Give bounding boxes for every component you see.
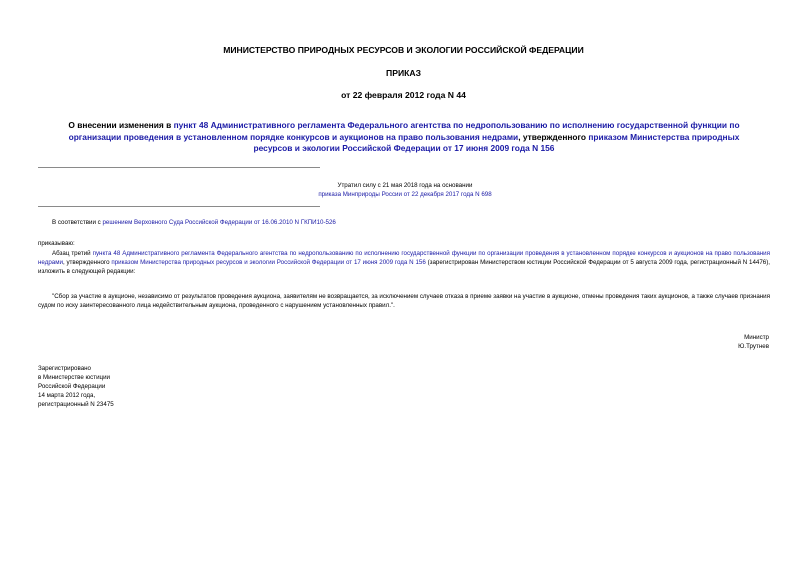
- paragraph-prefix: Абзац третий: [52, 250, 93, 257]
- registration-line: 14 марта 2012 года,: [38, 392, 96, 399]
- title-regulation-link[interactable]: пункт 48 Административного регламента Федерального агентства по недропользованию по исполнению государственной функции по организации проведения в установленном порядке конкурсов и аукционов на право пользования недрами: [68, 120, 740, 142]
- registration-block: [38, 364, 114, 409]
- paragraph-order-link[interactable]: приказом Министерства природных ресурсов и экологии Российской Федерации от 17 июня 2009 года N 156: [111, 259, 426, 266]
- document-title: [48, 120, 760, 155]
- title-prefix: О внесении изменения в: [68, 120, 174, 130]
- registration-line: в Министерстве юстиции: [38, 374, 111, 381]
- order-word: приказываю:: [38, 240, 75, 247]
- registration-line: Российской Федерации: [38, 383, 106, 390]
- title-middle: , утвержденного: [518, 131, 589, 142]
- title-order-link[interactable]: приказом Министерства природных ресурсов и экологии Российской Федерации от 17 июня 2009 года N 156: [253, 131, 740, 154]
- paragraph-suffix: (зарегистрирован Министерством юстиции Российской Федерации от 5 августа 2009 года, регистрационный N 14476), изложить в следующей редакции:: [38, 259, 770, 275]
- basis-prefix: В соответствии с: [52, 219, 103, 226]
- paragraph-middle: , утвержденного: [62, 259, 112, 266]
- status-repeal-link[interactable]: приказа Минприроды России от 22 декабря 2017 года N 698: [318, 191, 492, 198]
- title-divider: [38, 167, 320, 168]
- status-divider: [38, 206, 320, 207]
- ministry-heading: МИНИСТЕРСТВО ПРИРОДНЫХ РЕСУРСОВ И ЭКОЛОГИИ РОССИЙСКОЙ ФЕДЕРАЦИИ: [223, 45, 584, 55]
- paragraph-regulation-link[interactable]: пункта 48 Административного регламента Федерального агентства по недропользованию по исполнению государственной функции по организации проведения в установленном порядке конкурсов и аукционов на право пользования недрами: [38, 250, 770, 266]
- status-note: [210, 181, 600, 199]
- status-line: Утратил силу с 21 мая 2018 года на основании: [337, 182, 473, 189]
- new-wording-quote: "Сбор за участие в аукционе, независимо от результатов проведения аукциона, заявителям не возвращается, за исключением случаев отказа в приеме заявки на участие в аукционе, отмены проведения таких аукционов, а также случаев признания судом по иску заинтересованного лица недействительным аукциона, проведенного с нарушением установленных правил.".: [38, 293, 770, 309]
- signature-name: Ю.Трутнев: [738, 343, 769, 350]
- signature-position: Министр: [744, 334, 769, 341]
- signature-block: [738, 333, 769, 351]
- document-date-number: от 22 февраля 2012 года N 44: [341, 90, 466, 100]
- registration-line: Зарегистрировано: [38, 365, 91, 372]
- document-type: ПРИКАЗ: [386, 68, 421, 78]
- registration-line: регистрационный N 23475: [38, 401, 114, 408]
- basis-court-link[interactable]: решением Верховного Суда Российской Федерации от 16.06.2010 N ГКПИ10-526: [102, 219, 336, 226]
- basis-text: [52, 218, 752, 227]
- amendment-paragraph: [38, 249, 770, 276]
